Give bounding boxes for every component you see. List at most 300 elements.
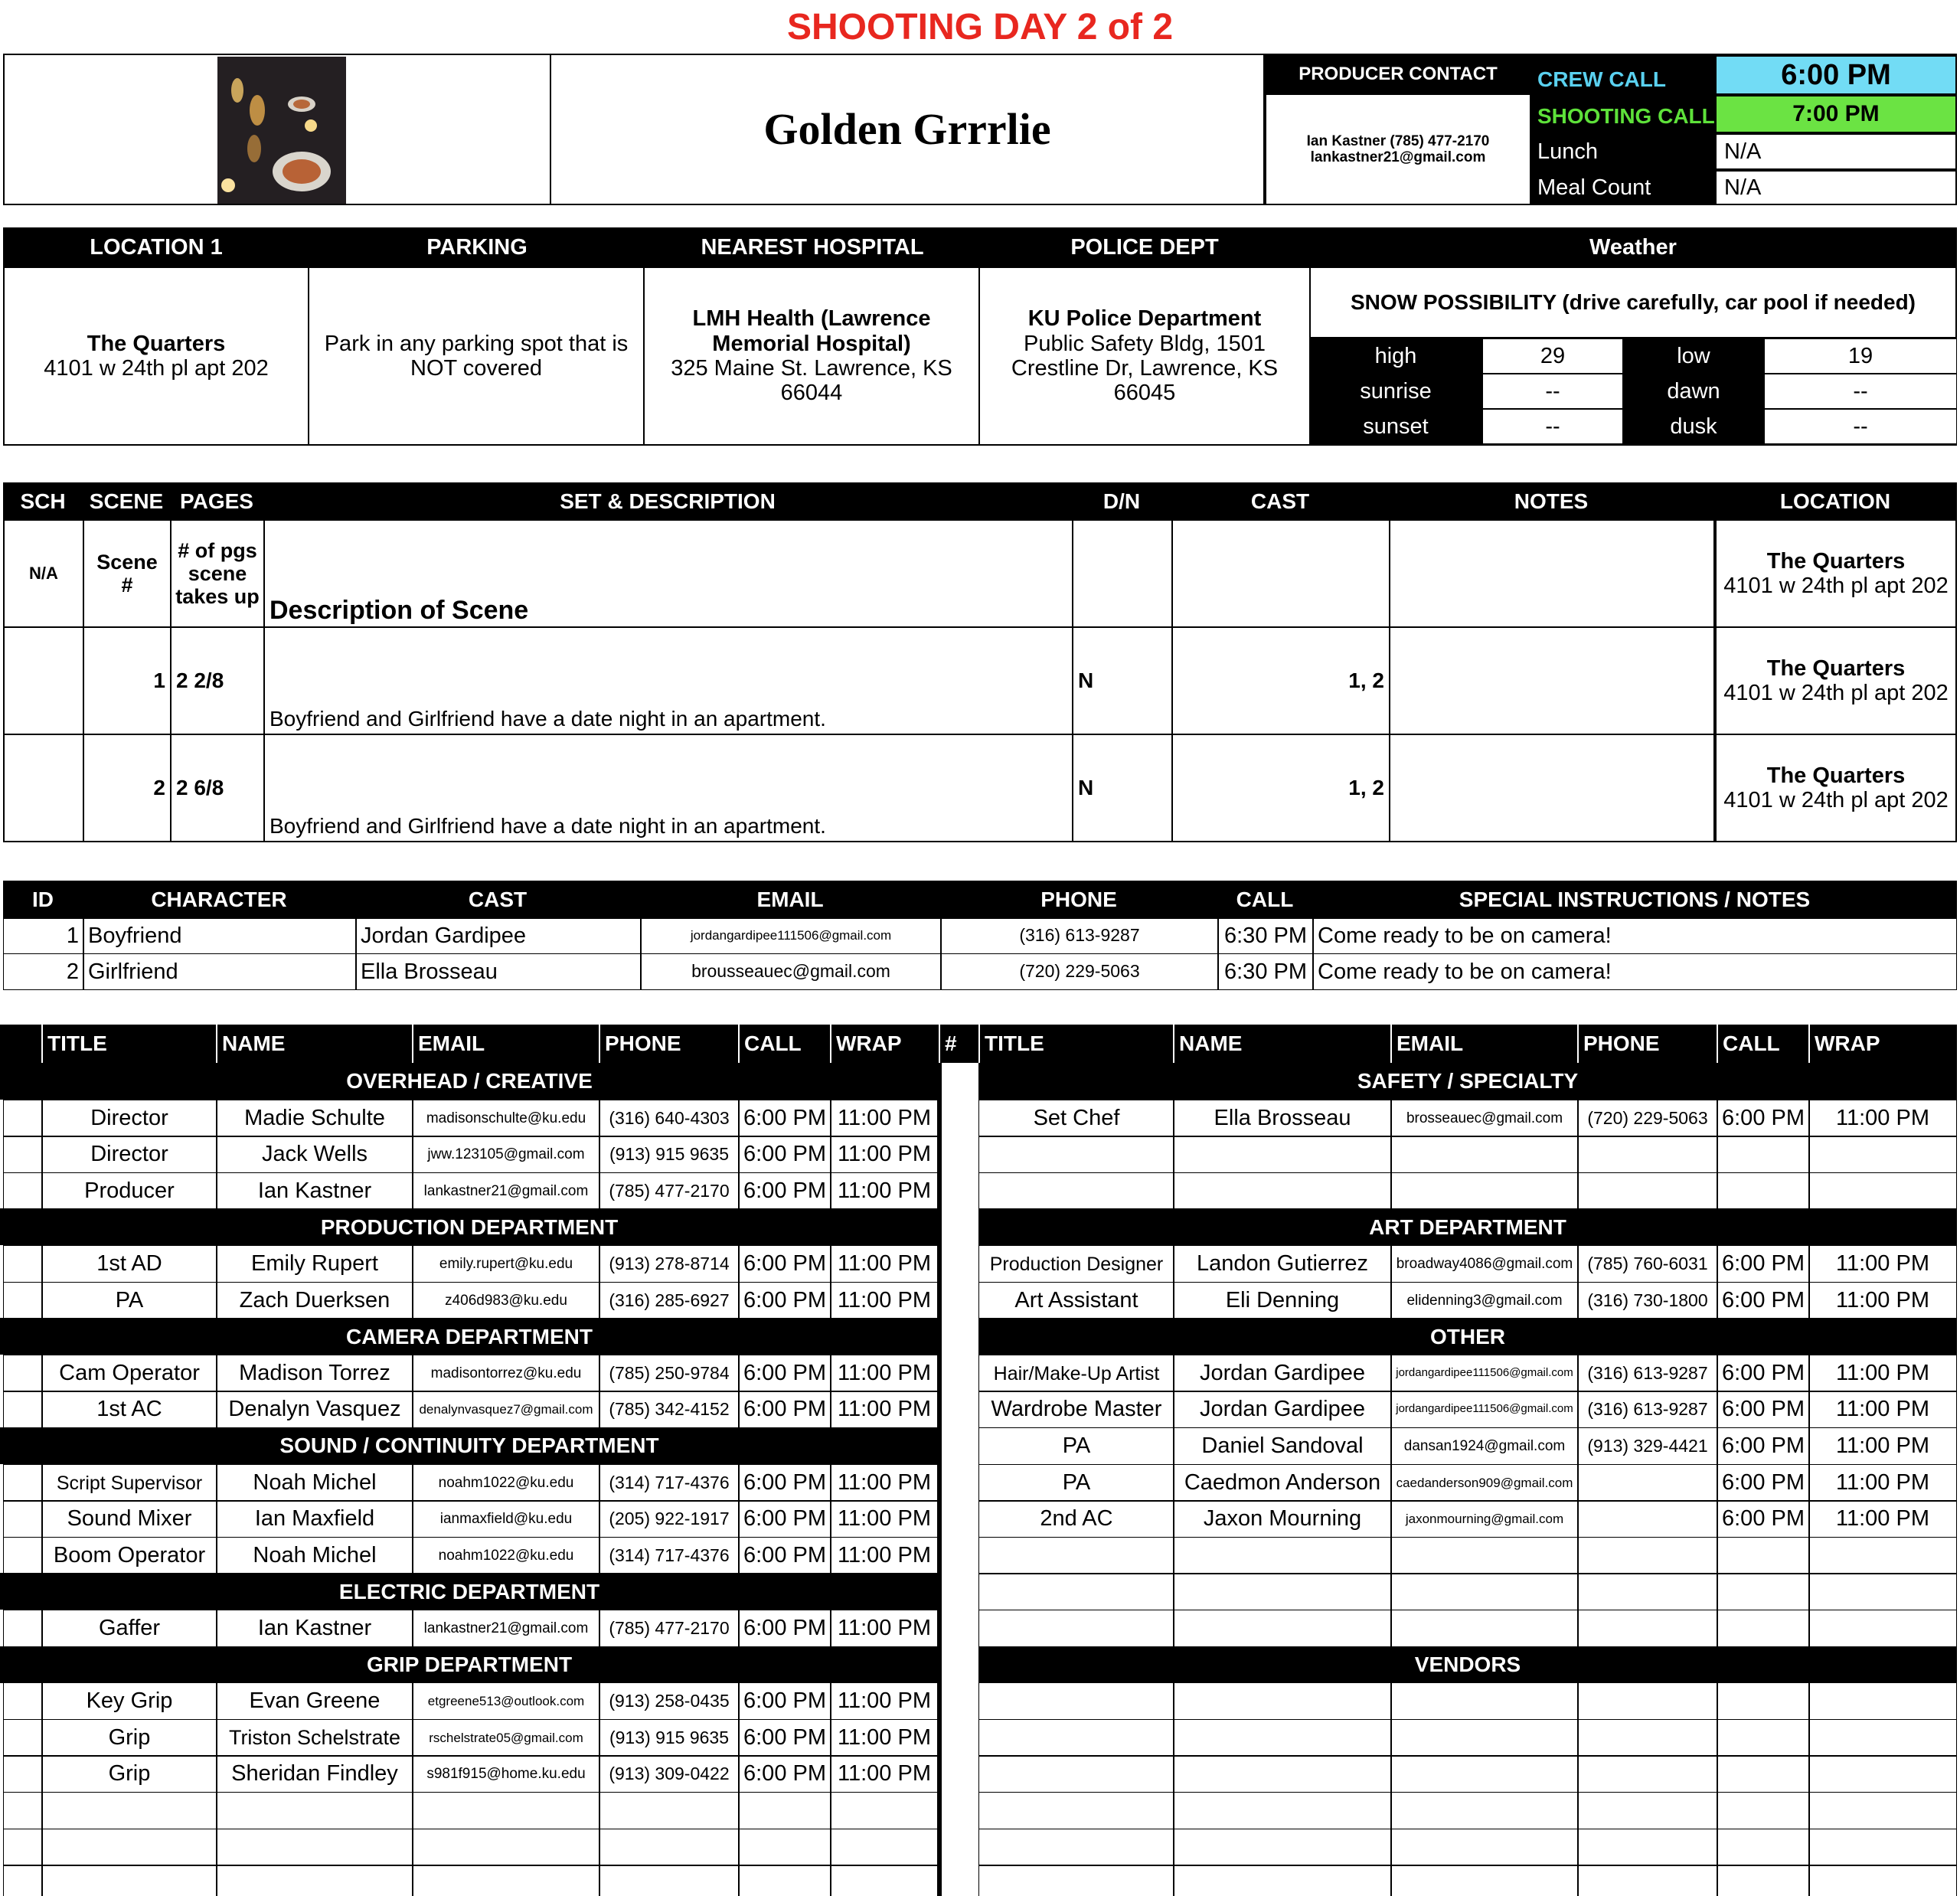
crew-title: Production Designer xyxy=(978,1245,1174,1283)
schedule-location-name: The Quarters xyxy=(1766,763,1906,788)
crew-wrap: 11:00 PM xyxy=(830,1282,939,1319)
crew-email: dansan1924@gmail.com xyxy=(1390,1427,1579,1465)
crew-wrap: 11:00 PM xyxy=(1808,1391,1957,1428)
crew-call xyxy=(1717,1865,1810,1896)
crew-title xyxy=(41,1829,217,1866)
crew-phone xyxy=(1577,1537,1718,1574)
legend-scene-l2: # xyxy=(121,574,133,597)
crew-wrap: 11:00 PM xyxy=(1808,1427,1957,1465)
cast-id: 1 xyxy=(3,917,84,954)
crew-right-wrap-header: WRAP xyxy=(1808,1025,1957,1063)
crew-phone: (785) 760-6031 xyxy=(1577,1245,1718,1283)
producer-email: lankastner21@gmail.com xyxy=(1310,149,1486,165)
crew-name: Jordan Gardipee xyxy=(1173,1391,1392,1428)
scene-header: SCENE xyxy=(83,482,170,521)
crew-email xyxy=(1390,1682,1579,1720)
crew-title xyxy=(978,1755,1174,1793)
crew-row-number xyxy=(3,1245,43,1283)
crew-row-number xyxy=(3,1100,43,1137)
crew-call xyxy=(1717,1610,1810,1647)
crew-phone xyxy=(1577,1573,1718,1610)
crew-call: 6:00 PM xyxy=(738,1355,831,1392)
crew-call: 6:00 PM xyxy=(1717,1427,1810,1465)
legend-dn xyxy=(1072,519,1173,628)
crew-wrap: 11:00 PM xyxy=(830,1100,939,1137)
crew-wrap xyxy=(1808,1792,1957,1829)
character-header: CHARACTER xyxy=(83,881,355,919)
pages-header: PAGES xyxy=(170,482,263,521)
left-section-title: PRODUCTION DEPARTMENT xyxy=(0,1208,939,1245)
legend-notes xyxy=(1389,519,1715,628)
legend-pages-l2: scene xyxy=(188,561,247,585)
crew-title: Gaffer xyxy=(41,1610,217,1647)
crew-row-number xyxy=(3,1355,43,1392)
left-section-title: CAMERA DEPARTMENT xyxy=(0,1318,939,1355)
location-header: LOCATION xyxy=(1713,482,1957,521)
crew-left-phone-header: PHONE xyxy=(599,1025,738,1063)
crew-email: brosseauec@gmail.com xyxy=(1390,1100,1579,1137)
meal-count-label: Meal Count xyxy=(1537,175,1651,200)
crew-phone xyxy=(1577,1792,1718,1829)
crew-wrap xyxy=(1808,1755,1957,1793)
low-value: 19 xyxy=(1764,338,1957,374)
schedule-sch-cell xyxy=(3,734,84,842)
crew-email xyxy=(1390,1792,1579,1829)
crew-call xyxy=(1717,1682,1810,1720)
crew-name xyxy=(1173,1865,1392,1896)
crew-email xyxy=(1390,1136,1579,1173)
crew-phone xyxy=(1577,1610,1718,1647)
police-cell xyxy=(978,266,1311,446)
crew-call xyxy=(1717,1755,1810,1793)
crew-phone xyxy=(1577,1500,1718,1538)
legend-location-name: The Quarters xyxy=(1766,548,1906,574)
crew-name: Jordan Gardipee xyxy=(1173,1355,1392,1392)
crew-title: Art Assistant xyxy=(978,1282,1174,1319)
crew-title xyxy=(978,1865,1174,1896)
crew-call xyxy=(1717,1537,1810,1574)
crew-name: Jaxon Mourning xyxy=(1173,1500,1392,1538)
production-title: Golden Grrrlie xyxy=(763,103,1051,154)
crew-name: Landon Gutierrez xyxy=(1173,1245,1392,1283)
crew-title: PA xyxy=(978,1427,1174,1465)
dn-header: D/N xyxy=(1072,482,1171,521)
crew-call xyxy=(1717,1792,1810,1829)
crew-name xyxy=(1173,1610,1392,1647)
cast-name: Jordan Gardipee xyxy=(355,917,642,954)
hospital-name-l2: Memorial Hospital) xyxy=(712,331,911,356)
crew-wrap xyxy=(1808,1682,1957,1720)
hospital-name-l1: LMH Health (Lawrence xyxy=(692,306,931,332)
cast-email: jordangardipee111506@gmail.com xyxy=(640,917,942,954)
crew-email xyxy=(1390,1865,1579,1896)
high-label: high xyxy=(1374,343,1417,368)
crew-wrap: 11:00 PM xyxy=(830,1245,939,1283)
crew-call xyxy=(1717,1829,1810,1866)
crew-call: 6:00 PM xyxy=(1717,1100,1810,1137)
crew-name xyxy=(1173,1682,1392,1720)
crew-phone: (205) 922-1917 xyxy=(599,1500,740,1538)
crew-name: Zach Duerksen xyxy=(216,1282,413,1319)
cast-notes: Come ready to be on camera! xyxy=(1312,953,1957,990)
crew-title xyxy=(978,1136,1174,1173)
crew-wrap: 11:00 PM xyxy=(830,1719,939,1757)
crew-call xyxy=(1717,1573,1810,1610)
crew-phone: (316) 285-6927 xyxy=(599,1282,740,1319)
crew-phone: (913) 309-0422 xyxy=(599,1755,740,1793)
crew-wrap: 11:00 PM xyxy=(830,1610,939,1647)
crew-email xyxy=(1390,1610,1579,1647)
photo-cell xyxy=(3,54,551,205)
crew-wrap: 11:00 PM xyxy=(1808,1282,1957,1319)
crew-phone: (913) 915 9635 xyxy=(599,1719,740,1757)
crew-title: Set Chef xyxy=(978,1100,1174,1137)
crew-call: 6:00 PM xyxy=(738,1610,831,1647)
crew-call: 6:00 PM xyxy=(738,1719,831,1757)
schedule-description: Boyfriend and Girlfriend have a date night in an apartment. xyxy=(263,734,1073,842)
crew-phone: (785) 342-4152 xyxy=(599,1391,740,1428)
lunch-label: Lunch xyxy=(1537,139,1599,164)
crew-name xyxy=(216,1792,413,1829)
crew-name xyxy=(1173,1755,1392,1793)
crew-phone: (785) 477-2170 xyxy=(599,1610,740,1647)
crew-phone: (316) 640-4303 xyxy=(599,1100,740,1137)
crew-row-number xyxy=(3,1464,43,1502)
crew-wrap xyxy=(1808,1719,1957,1757)
crew-call: 6:00 PM xyxy=(738,1282,831,1319)
crew-title xyxy=(978,1172,1174,1210)
crew-phone: (913) 915 9635 xyxy=(599,1136,740,1173)
schedule-description: Boyfriend and Girlfriend have a date night in an apartment. xyxy=(263,626,1073,735)
police-addr-l1: Public Safety Bldg, 1501 xyxy=(1024,331,1266,356)
crew-call: 6:00 PM xyxy=(738,1172,831,1210)
crew-phone: (314) 717-4376 xyxy=(599,1537,740,1574)
crew-title: PA xyxy=(41,1282,217,1319)
producer-phone: Ian Kastner (785) 477-2170 xyxy=(1306,132,1490,149)
crew-phone: (913) 329-4421 xyxy=(1577,1427,1718,1465)
crew-email: elidenning3@gmail.com xyxy=(1390,1282,1579,1319)
crew-wrap xyxy=(1808,1172,1957,1210)
parking-cell xyxy=(308,266,645,446)
crew-wrap: 11:00 PM xyxy=(830,1391,939,1428)
crew-wrap: 11:00 PM xyxy=(1808,1355,1957,1392)
crew-num-header: # xyxy=(939,1025,978,1063)
crew-email xyxy=(1390,1537,1579,1574)
crew-name: Evan Greene xyxy=(216,1682,413,1720)
production-title-cell xyxy=(550,54,1265,205)
crew-wrap xyxy=(830,1865,939,1896)
crew-title: Producer xyxy=(41,1172,217,1210)
crew-row-number xyxy=(3,1172,43,1210)
crew-phone: (316) 730-1800 xyxy=(1577,1282,1718,1319)
crew-phone xyxy=(1577,1464,1718,1502)
crew-divider xyxy=(937,1063,942,1896)
crew-wrap xyxy=(830,1792,939,1829)
parking-line2: NOT covered xyxy=(410,356,542,381)
crew-title: Director xyxy=(41,1136,217,1173)
sch-header: SCH xyxy=(3,482,83,521)
crew-call-label: CREW CALL xyxy=(1537,67,1666,92)
crew-phone: (314) 717-4376 xyxy=(599,1464,740,1502)
crew-title xyxy=(978,1573,1174,1610)
crew-name: Ian Kastner xyxy=(216,1610,413,1647)
legend-scene xyxy=(83,519,172,628)
left-section-title: OVERHEAD / CREATIVE xyxy=(0,1063,939,1100)
crew-name: Triston Schelstrate xyxy=(216,1719,413,1757)
crew-phone xyxy=(1577,1682,1718,1720)
crew-right-name-header: NAME xyxy=(1173,1025,1390,1063)
crew-name: Eli Denning xyxy=(1173,1282,1392,1319)
crew-row-number xyxy=(3,1136,43,1173)
crew-wrap: 11:00 PM xyxy=(1808,1500,1957,1538)
right-section-title: VENDORS xyxy=(978,1646,1957,1683)
cast-call-header: CALL xyxy=(1217,881,1312,919)
crew-left-email-header: EMAIL xyxy=(412,1025,599,1063)
police-addr-l3: 66045 xyxy=(1113,381,1176,406)
cast-phone: (720) 229-5063 xyxy=(940,953,1219,990)
crew-name: Madie Schulte xyxy=(216,1100,413,1137)
crew-email: madisontorrez@ku.edu xyxy=(412,1355,600,1392)
crew-row-number xyxy=(3,1391,43,1428)
shooting-call-value: 7:00 PM xyxy=(1715,95,1957,133)
crew-email: madisonschulte@ku.edu xyxy=(412,1100,600,1137)
crew-wrap: 11:00 PM xyxy=(830,1464,939,1502)
crew-title: Grip xyxy=(41,1719,217,1757)
crew-wrap: 11:00 PM xyxy=(830,1537,939,1574)
notes-header: NOTES xyxy=(1389,482,1713,521)
schedule-sch-cell xyxy=(3,626,84,735)
crew-left-call-header: CALL xyxy=(738,1025,830,1063)
crew-right-call-header: CALL xyxy=(1717,1025,1808,1063)
crew-wrap xyxy=(1808,1865,1957,1896)
crew-title: Grip xyxy=(41,1755,217,1793)
dawn-label: dawn xyxy=(1667,378,1720,404)
crew-email: emily.rupert@ku.edu xyxy=(412,1245,600,1283)
crew-row-number xyxy=(3,1282,43,1319)
cast-name-header: CAST xyxy=(355,881,640,919)
crew-row-number xyxy=(3,1537,43,1574)
crew-name xyxy=(216,1865,413,1896)
crew-left-wrap-header: WRAP xyxy=(830,1025,939,1063)
crew-call xyxy=(1717,1172,1810,1210)
hospital-cell xyxy=(643,266,980,446)
legend-pages-l1: # of pgs xyxy=(178,538,257,562)
crew-title xyxy=(978,1829,1174,1866)
crew-email xyxy=(412,1792,600,1829)
legend-pages-l3: takes up xyxy=(175,585,260,609)
crew-title: 2nd AC xyxy=(978,1500,1174,1538)
crew-email: broadway4086@gmail.com xyxy=(1390,1245,1579,1283)
crew-title: Key Grip xyxy=(41,1682,217,1720)
crew-title: Cam Operator xyxy=(41,1355,217,1392)
crew-name: Noah Michel xyxy=(216,1464,413,1502)
crew-title: 1st AD xyxy=(41,1245,217,1283)
crew-phone xyxy=(1577,1865,1718,1896)
location-label: LOCATION 1 xyxy=(3,227,309,267)
right-section-title: SAFETY / SPECIALTY xyxy=(978,1063,1957,1100)
right-section-title: ART DEPARTMENT xyxy=(978,1208,1957,1245)
shooting-day-banner: SHOOTING DAY 2 of 2 xyxy=(786,7,1174,48)
cast-id-header: ID xyxy=(3,881,83,919)
dinner-photo xyxy=(217,57,346,205)
schedule-pages: 2 2/8 xyxy=(170,626,265,735)
crew-phone: (785) 477-2170 xyxy=(599,1172,740,1210)
schedule-notes xyxy=(1389,626,1715,735)
crew-title xyxy=(978,1682,1174,1720)
legend-scene-l1: Scene xyxy=(96,550,158,574)
police-label: POLICE DEPT xyxy=(980,227,1309,267)
crew-row-number xyxy=(3,1755,43,1793)
crew-email: etgreene513@outlook.com xyxy=(412,1682,600,1720)
location-name: The Quarters xyxy=(87,331,226,356)
crew-call: 6:00 PM xyxy=(738,1500,831,1538)
sunset-label: sunset xyxy=(1363,414,1429,439)
crew-name: Emily Rupert xyxy=(216,1245,413,1283)
crew-name xyxy=(1173,1829,1392,1866)
crew-row-number xyxy=(3,1682,43,1720)
crew-title: Wardrobe Master xyxy=(978,1391,1174,1428)
schedule-location xyxy=(1713,734,1957,842)
crew-title xyxy=(978,1719,1174,1757)
right-section-title: OTHER xyxy=(978,1318,1957,1355)
crew-wrap: 11:00 PM xyxy=(1808,1100,1957,1137)
crew-email: caedanderson909@gmail.com xyxy=(1390,1464,1579,1502)
schedule-cast: 1, 2 xyxy=(1171,626,1390,735)
crew-call: 6:00 PM xyxy=(738,1391,831,1428)
schedule-dn: N xyxy=(1072,734,1173,842)
crew-email: ianmaxfield@ku.edu xyxy=(412,1500,600,1538)
cast-call: 6:30 PM xyxy=(1217,953,1314,990)
producer-contact-label: PRODUCER CONTACT xyxy=(1265,55,1531,93)
crew-email xyxy=(412,1829,600,1866)
crew-email: jordangardipee111506@gmail.com xyxy=(1390,1391,1579,1428)
crew-call: 6:00 PM xyxy=(738,1100,831,1137)
crew-row-number xyxy=(3,1610,43,1647)
crew-call-value: 6:00 PM xyxy=(1715,55,1957,95)
crew-title xyxy=(41,1865,217,1896)
crew-right-phone-header: PHONE xyxy=(1577,1025,1717,1063)
low-label: low xyxy=(1677,343,1710,368)
crew-email: z406d983@ku.edu xyxy=(412,1282,600,1319)
location-address: 4101 w 24th pl apt 202 xyxy=(44,356,269,381)
sunset-value: -- xyxy=(1482,409,1623,444)
crew-phone: (316) 613-9287 xyxy=(1577,1355,1718,1392)
schedule-cast: 1, 2 xyxy=(1171,734,1390,842)
dusk-label: dusk xyxy=(1670,414,1717,439)
crew-call: 6:00 PM xyxy=(1717,1391,1810,1428)
crew-email: jww.123105@gmail.com xyxy=(412,1136,600,1173)
crew-email xyxy=(1390,1172,1579,1210)
crew-email: jordangardipee111506@gmail.com xyxy=(1390,1355,1579,1392)
crew-name: Noah Michel xyxy=(216,1537,413,1574)
crew-phone xyxy=(1577,1829,1718,1866)
crew-name xyxy=(1173,1537,1392,1574)
legend-description: Description of Scene xyxy=(263,519,1073,628)
crew-email: noahm1022@ku.edu xyxy=(412,1537,600,1574)
crew-wrap: 11:00 PM xyxy=(1808,1245,1957,1283)
crew-phone xyxy=(1577,1136,1718,1173)
crew-name xyxy=(1173,1172,1392,1210)
crew-phone xyxy=(599,1829,740,1866)
parking-label: PARKING xyxy=(309,227,645,267)
police-addr-l2: Crestline Dr, Lawrence, KS xyxy=(1011,356,1279,381)
crew-call: 6:00 PM xyxy=(1717,1355,1810,1392)
crew-name xyxy=(1173,1573,1392,1610)
schedule-notes xyxy=(1389,734,1715,842)
crew-title xyxy=(41,1792,217,1829)
crew-title: Sound Mixer xyxy=(41,1500,217,1538)
crew-email xyxy=(1390,1755,1579,1793)
crew-wrap xyxy=(1808,1537,1957,1574)
cast-header: CAST xyxy=(1171,482,1389,521)
shooting-call-label: SHOOTING CALL xyxy=(1537,104,1715,129)
crew-wrap: 11:00 PM xyxy=(830,1172,939,1210)
crew-call xyxy=(738,1792,831,1829)
schedule-location-name: The Quarters xyxy=(1766,655,1906,681)
crew-phone: (720) 229-5063 xyxy=(1577,1100,1718,1137)
crew-title xyxy=(978,1537,1174,1574)
crew-call: 6:00 PM xyxy=(738,1136,831,1173)
hospital-addr-l1: 325 Maine St. Lawrence, KS xyxy=(671,356,952,381)
schedule-location-addr: 4101 w 24th pl apt 202 xyxy=(1723,788,1949,812)
crew-name: Caedmon Anderson xyxy=(1173,1464,1392,1502)
crew-wrap: 11:00 PM xyxy=(830,1355,939,1392)
crew-wrap: 11:00 PM xyxy=(830,1682,939,1720)
crew-name xyxy=(1173,1719,1392,1757)
schedule-scene-number: 2 xyxy=(83,734,172,842)
crew-wrap xyxy=(1808,1573,1957,1610)
crew-email: s981f915@home.ku.edu xyxy=(412,1755,600,1793)
schedule-location xyxy=(1713,626,1957,735)
set-description-header: SET & DESCRIPTION xyxy=(263,482,1072,521)
cast-name: Ella Brosseau xyxy=(355,953,642,990)
crew-right-title-header: TITLE xyxy=(978,1025,1173,1063)
cast-id: 2 xyxy=(3,953,84,990)
sunrise-value: -- xyxy=(1482,374,1623,409)
cast-email: brousseauec@gmail.com xyxy=(640,953,942,990)
crew-row-number xyxy=(3,1865,43,1896)
crew-wrap xyxy=(1808,1829,1957,1866)
hospital-label: NEAREST HOSPITAL xyxy=(645,227,980,267)
crew-left-title-header: TITLE xyxy=(41,1025,216,1063)
crew-wrap: 11:00 PM xyxy=(830,1500,939,1538)
weather-note: SNOW POSSIBILITY (drive carefully, car pool if needed) xyxy=(1309,266,1957,338)
crew-wrap xyxy=(1808,1136,1957,1173)
crew-title: Boom Operator xyxy=(41,1537,217,1574)
crew-call: 6:00 PM xyxy=(738,1245,831,1283)
crew-title: PA xyxy=(978,1464,1174,1502)
cast-character: Girlfriend xyxy=(83,953,357,990)
crew-name: Jack Wells xyxy=(216,1136,413,1173)
crew-call: 6:00 PM xyxy=(738,1755,831,1793)
crew-name xyxy=(1173,1792,1392,1829)
crew-name: Denalyn Vasquez xyxy=(216,1391,413,1428)
legend-location-addr: 4101 w 24th pl apt 202 xyxy=(1723,574,1949,598)
crew-phone xyxy=(1577,1719,1718,1757)
crew-title: Hair/Make-Up Artist xyxy=(978,1355,1174,1392)
crew-wrap: 11:00 PM xyxy=(830,1755,939,1793)
parking-line1: Park in any parking spot that is xyxy=(324,331,629,356)
crew-phone: (913) 278-8714 xyxy=(599,1245,740,1283)
cast-phone-header: PHONE xyxy=(940,881,1217,919)
schedule-scene-number: 1 xyxy=(83,626,172,735)
crew-email: rschelstrate05@gmail.com xyxy=(412,1719,600,1757)
crew-call: 6:00 PM xyxy=(1717,1282,1810,1319)
cast-character: Boyfriend xyxy=(83,917,357,954)
crew-name xyxy=(1173,1136,1392,1173)
crew-phone xyxy=(599,1792,740,1829)
left-section-title: SOUND / CONTINUITY DEPARTMENT xyxy=(0,1427,939,1464)
